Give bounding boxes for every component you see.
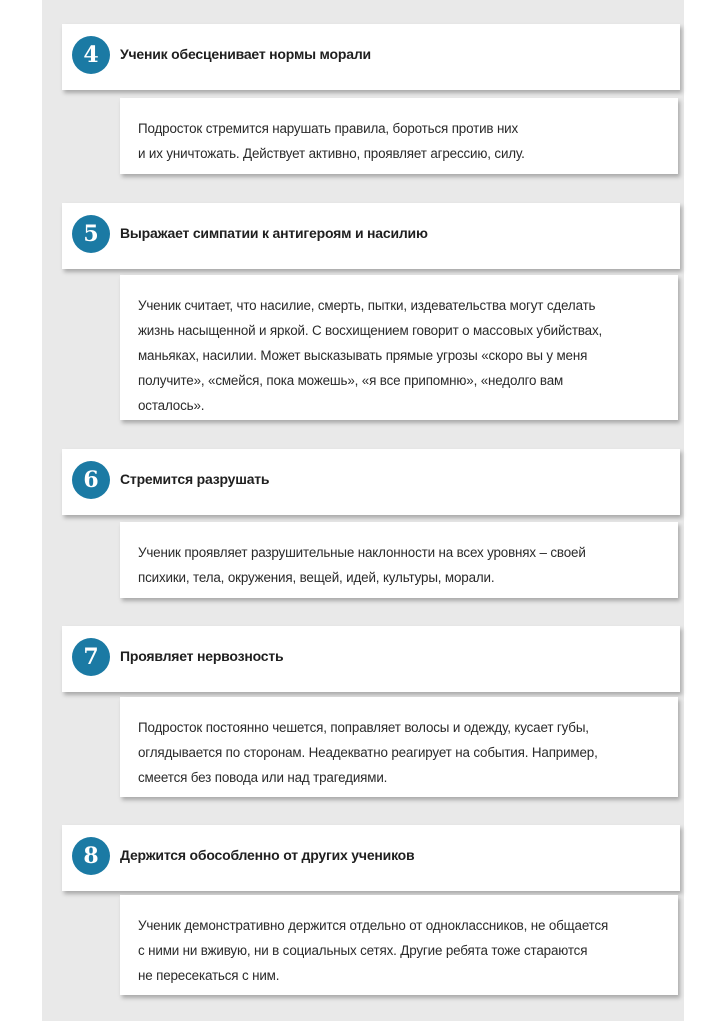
item-header-7 (62, 626, 680, 692)
body-line: осталось». (138, 398, 205, 413)
number-badge-8: 8 (72, 837, 110, 875)
item-title-8: Держится обособленно от других учеников (120, 847, 415, 863)
item-body-6 (120, 522, 678, 598)
body-line: Ученик считает, что насилие, смерть, пытки, издевательства могут сделать (138, 298, 596, 313)
body-line: смеется без повода или над трагедиями. (138, 770, 388, 785)
body-line: с ними ни вживую, ни в социальных сетях. Другие ребята тоже стараются (138, 943, 588, 958)
body-line: оглядывается по сторонам. Неадекватно реагирует на события. Например, (138, 745, 598, 760)
item-title-7: Проявляет нервозность (120, 648, 284, 664)
body-line: получите», «смейся, пока можешь», «я все припомню», «недолго вам (138, 373, 564, 388)
item-body-5 (120, 275, 678, 420)
body-line: Подросток постоянно чешется, поправляет волосы и одежду, кусает губы, (138, 720, 589, 735)
number-badge-4: 4 (72, 36, 110, 74)
item-title-6: Стремится разрушать (120, 471, 270, 487)
item-title-4: Ученик обесценивает нормы морали (120, 46, 371, 62)
item-header-8 (62, 825, 680, 891)
item-title-5: Выражает симпатии к антигероям и насилию (120, 225, 428, 241)
body-line: не пересекаться с ним. (138, 968, 280, 983)
body-line: психики, тела, окружения, вещей, идей, культуры, морали. (138, 570, 495, 585)
number-badge-7: 7 (72, 638, 110, 676)
item-body-8 (120, 895, 678, 995)
number-badge-5: 5 (72, 215, 110, 253)
body-line: и их уничтожать. Действует активно, проявляет агрессию, силу. (138, 146, 525, 161)
item-body-7 (120, 697, 678, 797)
item-header-4 (62, 24, 680, 90)
body-line: жизнь насыщенной и яркой. С восхищением говорит о массовых убийствах, (138, 323, 603, 338)
body-line: Ученик проявляет разрушительные наклонности на всех уровнях – своей (138, 545, 586, 560)
body-line: Подросток стремится нарушать правила, бороться против них (138, 121, 519, 136)
item-header-5 (62, 203, 680, 269)
item-header-6 (62, 449, 680, 515)
number-badge-6: 6 (72, 461, 110, 499)
item-body-4 (120, 98, 678, 174)
body-line: маньяках, насилии. Может высказывать прямые угрозы «скоро вы у меня (138, 348, 588, 363)
body-line: Ученик демонстративно держится отдельно от одноклассников, не общается (138, 918, 609, 933)
